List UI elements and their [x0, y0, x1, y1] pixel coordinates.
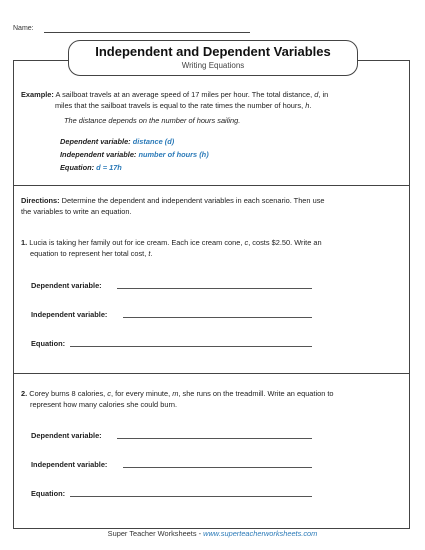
name-row [13, 25, 34, 32]
footer-brand: Super Teacher Worksheets [107, 529, 197, 538]
problem-2: 2. Corey burns 8 calories, c, for every minute, m, she runs on the treadmill. Write an equation to represent how many calories she could burn. [21, 389, 334, 409]
p2-equation-answer-line[interactable] [70, 496, 312, 497]
footer-url[interactable]: www.superteacherworksheets.com [203, 529, 318, 538]
example-note: The distance depends on the number of hours sailing. [64, 116, 241, 125]
title-box [68, 40, 358, 76]
worksheet-subtitle: Writing Equations [181, 61, 245, 70]
name-input-line[interactable] [44, 32, 250, 33]
p2-dependent-answer-line[interactable] [117, 438, 312, 439]
p1-independent-answer-line[interactable] [123, 317, 312, 318]
p1-independent-field: Independent variable: [31, 310, 108, 319]
p2-independent-field: Independent variable: [31, 460, 108, 469]
problem-1: 1. Lucia is taking her family out for ice cream. Each ice cream cone, c, costs $2.50. Write an equation to represent her total cost, t. [21, 238, 322, 258]
p1-equation-field: Equation: [31, 339, 66, 348]
p2-dependent-field: Dependent variable: [31, 431, 102, 440]
p1-dependent-field: Dependent variable: [31, 281, 102, 290]
example-independent: Independent variable: number of hours (h) [60, 150, 209, 159]
example-dependent: Dependent variable: distance (d) [60, 137, 175, 146]
directions-label: Directions: [21, 196, 60, 205]
worksheet-title: Independent and Dependent Variables [95, 44, 331, 59]
example-paragraph: Example: A sailboat travels at an average speed of 17 miles per hour. The total distance, d, in miles that the sailboat travels is equal to the rate times the number of hours, h. [21, 90, 329, 110]
p1-equation-answer-line[interactable] [70, 346, 312, 347]
divider-1 [14, 185, 409, 186]
divider-2 [14, 373, 409, 374]
directions: Directions: Determine the dependent and independent variables in each scenario. Then use the variables to write an equation. [21, 196, 325, 216]
p2-independent-answer-line[interactable] [123, 467, 312, 468]
name-label: Name: [13, 25, 34, 32]
footer: Super Teacher Worksheets - www.superteacherworksheets.com [107, 529, 318, 538]
example-label: Example: [21, 90, 54, 99]
example-equation: Equation: d = 17h [60, 163, 122, 172]
p1-dependent-answer-line[interactable] [117, 288, 312, 289]
worksheet-frame [13, 60, 410, 529]
p2-equation-field: Equation: [31, 489, 66, 498]
